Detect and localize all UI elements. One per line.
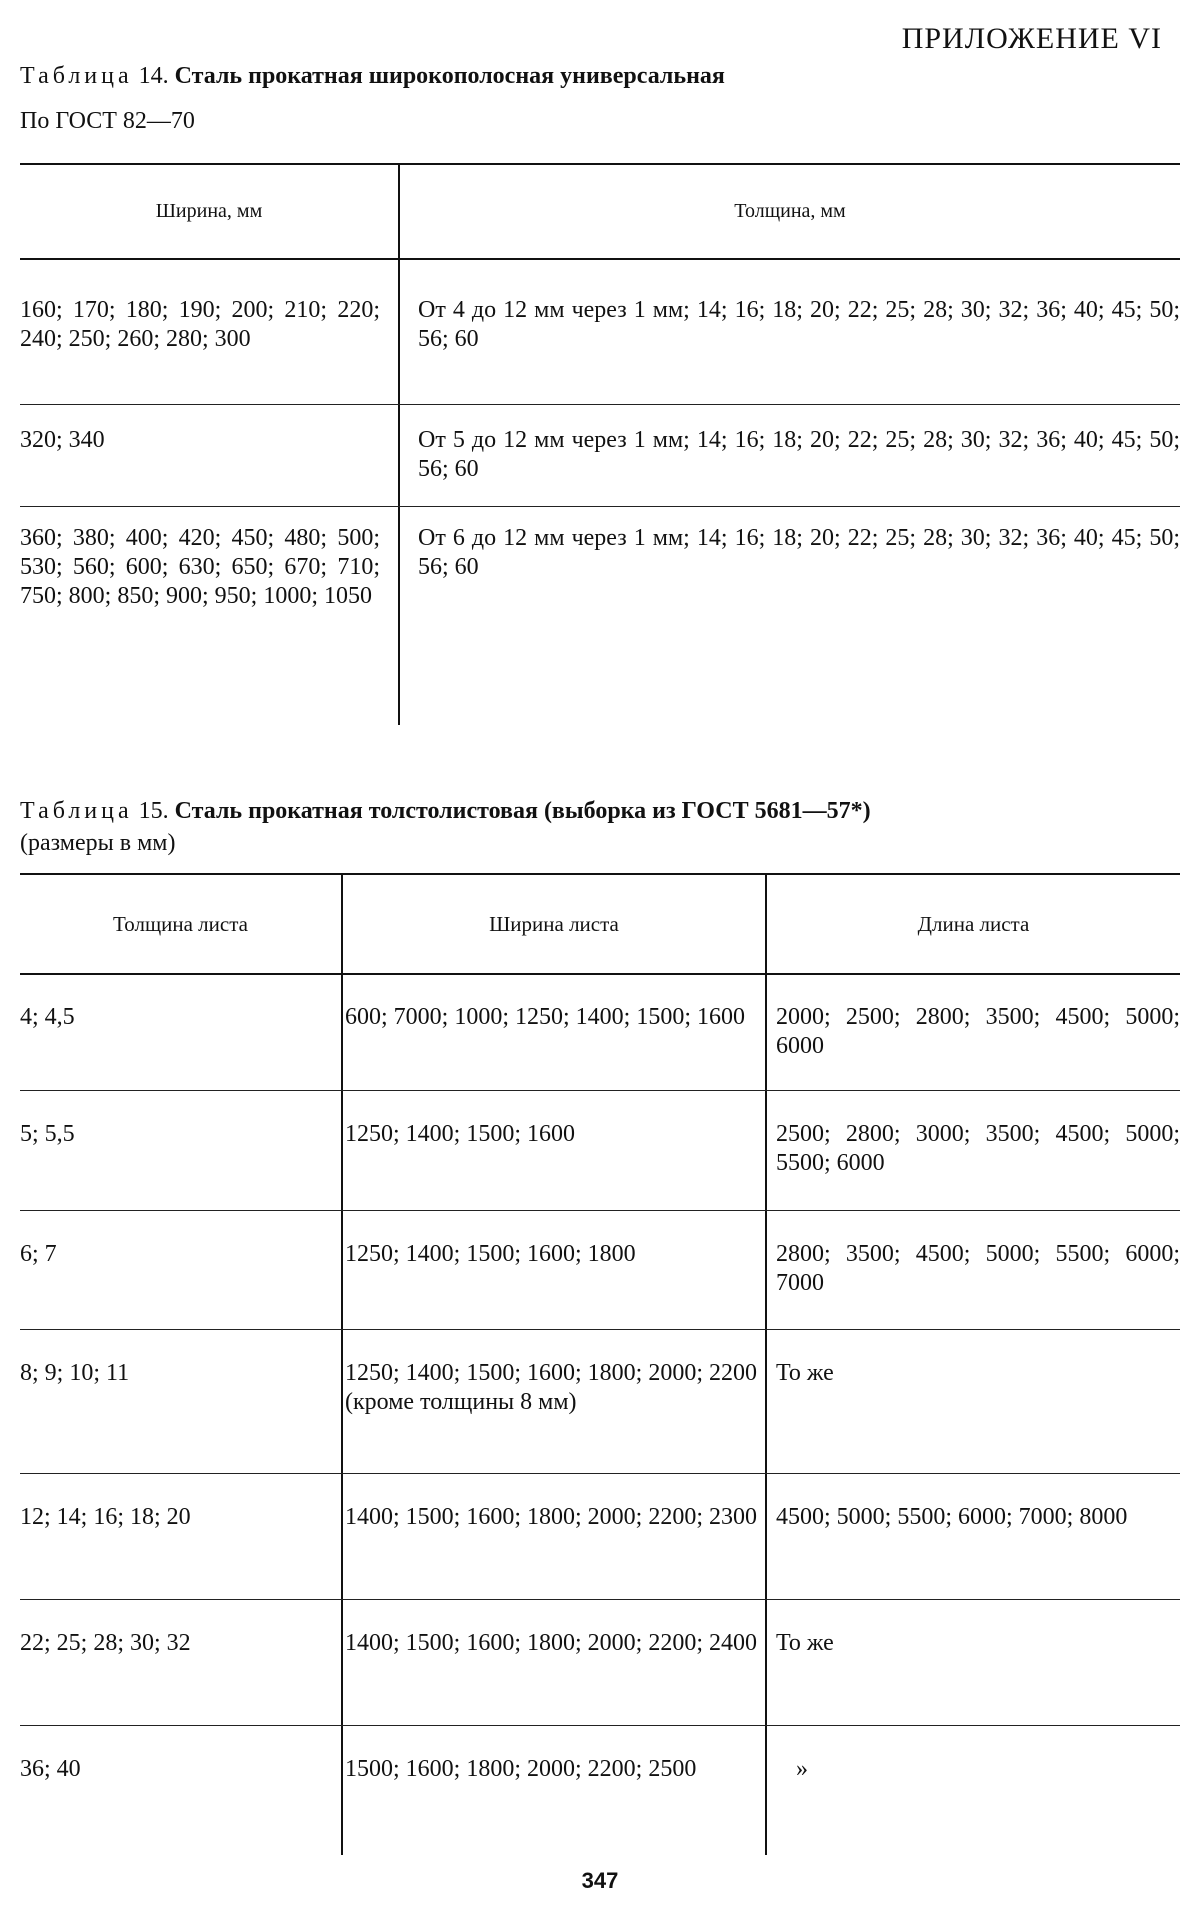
table14-header-width: Ширина, мм (155, 200, 263, 222)
table14-title: Сталь прокатная широкополосная универсальная (174, 63, 725, 89)
table-row (20, 260, 1180, 405)
table15-cell-length: 2500; 2800; 3000; 3500; 4500; 5000; 5500; 6000 (776, 1121, 1180, 1176)
table14-header-row (20, 165, 1180, 260)
table15-cell-width: 1400; 1500; 1600; 1800; 2000; 2200; 2300 (345, 1504, 758, 1530)
table-row (20, 1475, 1180, 1600)
table15-cell-thickness: 5; 5,5 (20, 1121, 75, 1147)
table15-header-thickness: Толщина листа (113, 911, 248, 936)
table14-gost: По ГОСТ 82—70 (20, 108, 195, 134)
table14-cell-width: 160; 170; 180; 190; 200; 210; 220; 240; 250; 260; 280; 300 (20, 297, 380, 352)
table15-header-length: Длина листа (917, 911, 1030, 936)
table14 (20, 163, 1180, 725)
table15-title: Сталь прокатная толстолистовая (выборка из ГОСТ 5681—57*) (174, 798, 871, 824)
table15-cell-length: То же (776, 1630, 834, 1656)
table15-cell-width: 1250; 1400; 1500; 1600; 1800 (345, 1241, 636, 1267)
table15-subtitle: (размеры в мм) (20, 830, 176, 856)
table15-cell-width: 1250; 1400; 1500; 1600; 1800; 2000; 2200 (кроме толщины 8 мм) (345, 1360, 758, 1415)
table-row (20, 1092, 1180, 1211)
table15-cell-thickness: 4; 4,5 (20, 1004, 75, 1030)
table15-cell-width: 1250; 1400; 1500; 1600 (345, 1121, 576, 1147)
table15-number: 15. (138, 798, 169, 824)
table15-cell-length: 2800; 3500; 4500; 5000; 5500; 6000; 7000 (776, 1241, 1180, 1296)
table15-cell-thickness: 12; 14; 16; 18; 20 (20, 1504, 191, 1530)
table15-cell-width: 1400; 1500; 1600; 1800; 2000; 2200; 2400 (345, 1630, 758, 1656)
table15-cell-width: 600; 7000; 1000; 1250; 1400; 1500; 1600 (345, 1004, 746, 1030)
table-row (20, 1601, 1180, 1726)
table15-cell-width: 1500; 1600; 1800; 2000; 2200; 2500 (345, 1756, 697, 1782)
table-row (20, 975, 1180, 1091)
table15 (20, 873, 1180, 1855)
table15-cell-thickness: 8; 9; 10; 11 (20, 1360, 130, 1386)
table14-cell-thickness: От 5 до 12 мм через 1 мм; 14; 16; 18; 20; 22; 25; 28; 30; 32; 36; 40; 45; 50; 56; 60 (418, 427, 1180, 482)
table15-label: Таблица (20, 798, 133, 824)
table14-cell-thickness: От 6 до 12 мм через 1 мм; 14; 16; 18; 20; 22; 25; 28; 30; 32; 36; 40; 45; 50; 56; 60 (418, 525, 1180, 580)
table14-cell-width: 320; 340 (20, 427, 105, 453)
table15-header-row (20, 875, 1180, 975)
appendix-heading: ПРИЛОЖЕНИЕ VI (901, 22, 1162, 55)
table15-cell-length: То же (776, 1360, 834, 1386)
table14-label: Таблица (20, 63, 133, 89)
table15-header-width: Ширина листа (489, 911, 619, 936)
table14-cell-thickness: От 4 до 12 мм через 1 мм; 14; 16; 18; 20; 22; 25; 28; 30; 32; 36; 40; 45; 50; 56; 60 (418, 297, 1180, 352)
table14-number: 14. (138, 63, 169, 89)
table15-cell-length: 2000; 2500; 2800; 3500; 4500; 5000; 6000 (776, 1004, 1180, 1059)
table-row (20, 1212, 1180, 1330)
table15-cell-length: 4500; 5000; 5500; 6000; 7000; 8000 (776, 1504, 1128, 1530)
table15-cell-thickness: 36; 40 (20, 1756, 81, 1782)
table-row (20, 1727, 1180, 1855)
table-row (20, 508, 1180, 725)
table15-caption (20, 795, 871, 859)
table15-cell-length: » (796, 1756, 808, 1782)
table14-caption (20, 60, 725, 92)
table-row (20, 1331, 1180, 1474)
table-row (20, 406, 1180, 507)
page-number: 347 (581, 1868, 619, 1893)
table14-header-thickness: Толщина, мм (734, 200, 846, 222)
table15-cell-thickness: 6; 7 (20, 1241, 57, 1267)
table14-cell-width: 360; 380; 400; 420; 450; 480; 500; 530; 560; 600; 630; 650; 670; 710; 750; 800; 850; 900; 950; 1000; 1050 (20, 525, 380, 609)
table15-cell-thickness: 22; 25; 28; 30; 32 (20, 1630, 191, 1656)
